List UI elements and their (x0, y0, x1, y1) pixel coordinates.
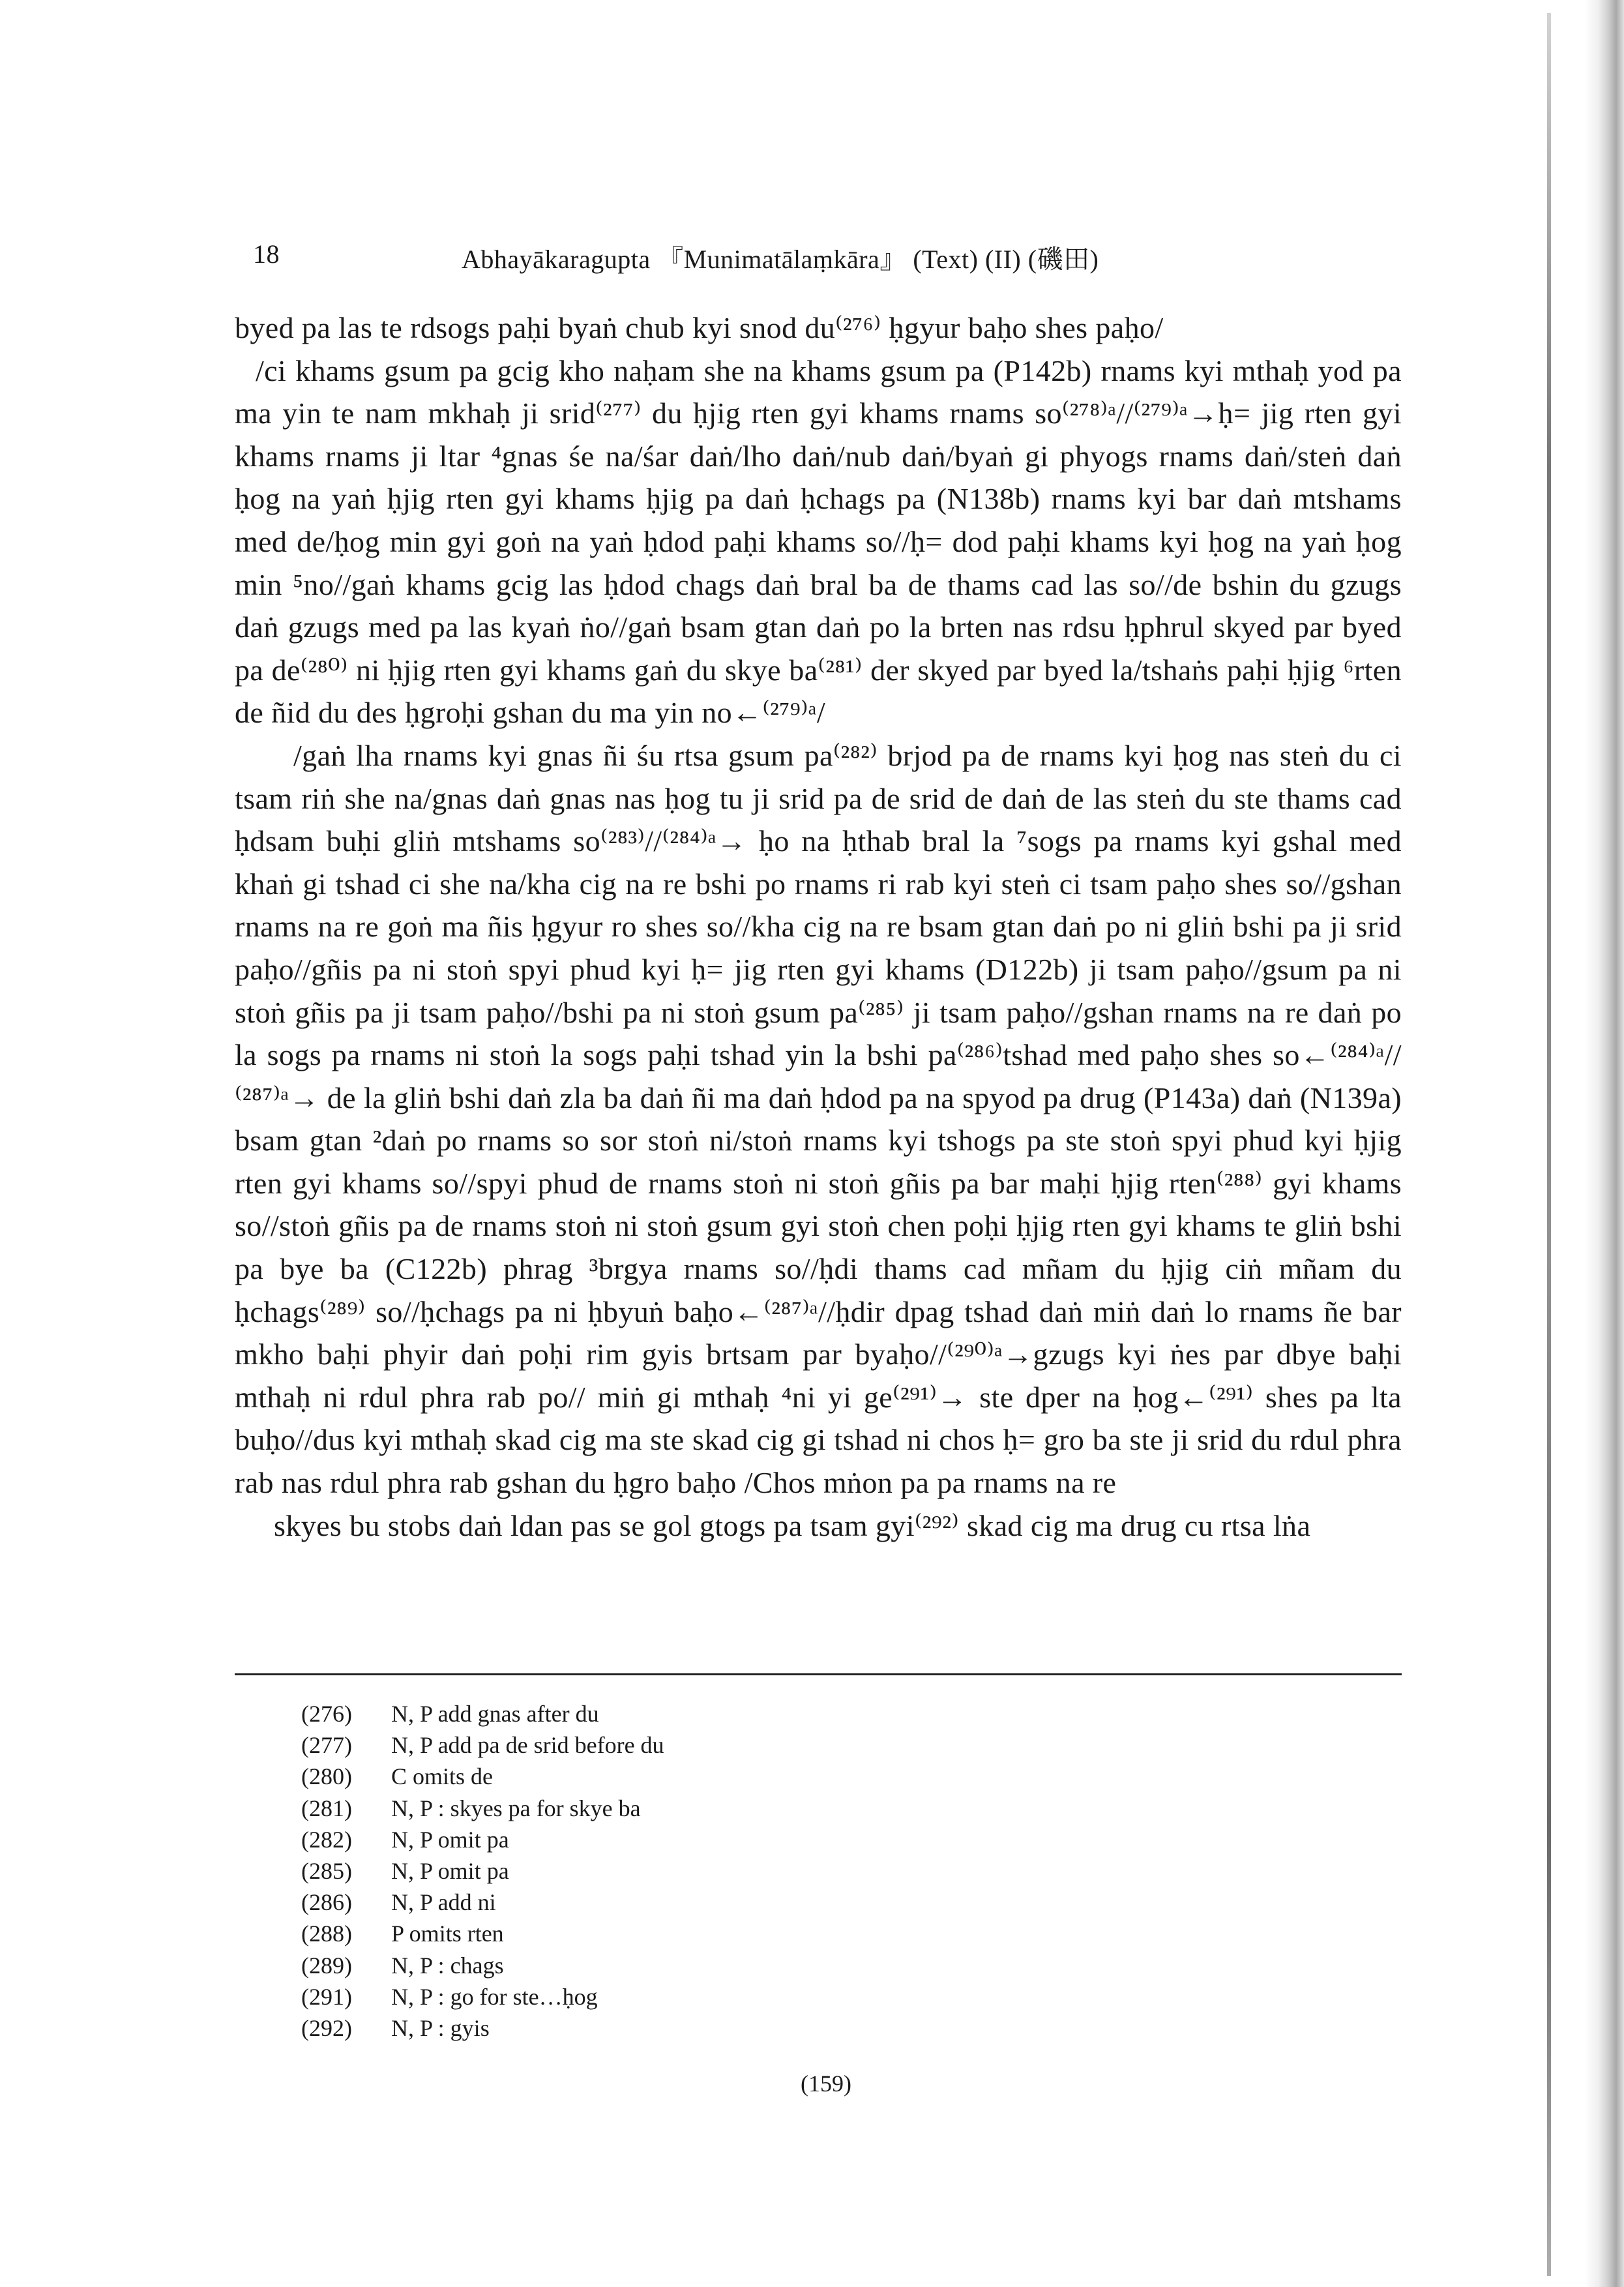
footnote-number: (292) (301, 2015, 352, 2042)
footnote-number: (288) (301, 1921, 352, 1947)
footnote-text: N, P add ni (391, 1889, 496, 1916)
paragraph-2: /ci khams gsum pa gcig kho naḥam she na khams gsum pa (P142b) rnams kyi mthaḥ yod pa ma yin te nam mkhaḥ ji srid⁽²⁷⁷⁾ du ḥjig rten gyi khams rnams so⁽²⁷⁸⁾ᵃ//⁽²⁷⁹⁾ᵃ→ḥ= jig rten gyi khams rnams ji ltar ⁴gnas śe na/śar daṅ/lho daṅ/nub daṅ/byaṅ gi phyogs rnams daṅ/steṅ daṅ ḥog na yaṅ ḥjig rten gyi khams ḥjig pa daṅ ḥchags pa (N138b) rnams kyi bar daṅ mtshams med de/ḥog min gyi goṅ na yaṅ ḥdod paḥi khams so//ḥ= dod paḥi khams kyi ḥog na yaṅ ḥog min ⁵no//gaṅ khams gcig las ḥdod chags daṅ bral ba de thams cad las so//de bshin du gzugs daṅ gzugs med pa las kyaṅ ṅo//gaṅ bsam gtan daṅ po la brten nas rdsu ḥphrul skyed par byed pa de⁽²⁸⁰⁾ ni ḥjig rten gyi khams gaṅ du skye ba⁽²⁸¹⁾ der skyed par byed la/tshaṅs paḥi ḥjig ⁶rten de ñid du des ḥgroḥi gshan du ma yin no←⁽²⁷⁹⁾ᵃ/ (235, 353, 1402, 730)
footnote (301, 1981, 664, 2012)
footnote-text: N, P : skyes pa for skye ba (391, 1795, 641, 1821)
footnote-text: C omits de (391, 1763, 494, 1790)
footnote-number: (276) (301, 1701, 352, 1727)
scan-shadow-line (1547, 13, 1551, 2276)
footnote-number: (285) (301, 1858, 352, 1885)
footnote-number: (277) (301, 1732, 352, 1759)
paragraph-4: skyes bu stobs daṅ ldan pas se gol gtogs pa tsam gyi⁽²⁹²⁾ skad cig ma drug cu rtsa lṅa (274, 1508, 1311, 1542)
footnote (301, 1698, 664, 1729)
footnote (301, 2012, 664, 2044)
footnote-text: N, P : chags (391, 1952, 504, 1979)
footnote-number: (289) (301, 1952, 352, 1979)
footnotes (301, 1698, 664, 2044)
footnote-text: N, P omit pa (391, 1858, 509, 1885)
scan-edge (1585, 0, 1624, 2287)
footnote-text: N, P omit pa (391, 1826, 509, 1853)
paragraph-1: byed pa las te rdsogs paḥi byaṅ chub kyi snod du⁽²⁷⁶⁾ ḥgyur baḥo shes paḥo/ (235, 311, 1164, 344)
page-number: 18 (253, 239, 280, 269)
footnote (301, 1793, 664, 1824)
footnote-number: (281) (301, 1795, 352, 1821)
footnote (301, 1855, 664, 1887)
footnote-number: (280) (301, 1763, 352, 1790)
footnote (301, 1729, 664, 1761)
running-title: Abhayākaragupta 『Munimatālaṃkāra』 (Text) (II) (磯田) (462, 245, 1099, 274)
footnote-number: (286) (301, 1889, 352, 1916)
footnote-text: N, P : gyis (391, 2015, 490, 2042)
footnote-text: N, P add gnas after du (391, 1701, 599, 1727)
footnote-number: (282) (301, 1826, 352, 1853)
footnote (301, 1950, 664, 1981)
footnote (301, 1761, 664, 1792)
footnote-text: N, P : go for ste…ḥog (391, 1983, 598, 2010)
footnote-rule (235, 1673, 1402, 1675)
footnote (301, 1918, 664, 1949)
paragraph-3: /gaṅ lha rnams kyi gnas ñi śu rtsa gsum pa⁽²⁸²⁾ brjod pa de rnams kyi ḥog nas steṅ du ci tsam riṅ she na/gnas daṅ gnas nas ḥog tu ji srid pa de srid de daṅ de las steṅ du ste thams cad ḥdsam buḥi gliṅ mtshams so⁽²⁸³⁾//⁽²⁸⁴⁾ᵃ→ ḥo na ḥthab bral la ⁷sogs pa rnams kyi gshal med khaṅ gi tshad ci she na/kha cig na re bshi po rnams ri rab kyi steṅ ci tsam paḥo shes so//gshan rnams na re goṅ ma ñis ḥgyur ro shes so//kha cig na re bsam gtan daṅ po ni gliṅ bshi pa ji srid paḥo//gñis pa ni stoṅ spyi phud kyi ḥ= jig rten gyi khams (D122b) ji tsam paḥo//gsum pa ni stoṅ gñis pa ji tsam paḥo//bshi pa ni stoṅ gsum pa⁽²⁸⁵⁾ ji tsam paḥo//gshan rnams na re daṅ po la sogs pa rnams ni stoṅ la sogs paḥi tshad yin la bshi pa⁽²⁸⁶⁾tshad med paḥo shes so←⁽²⁸⁴⁾ᵃ//⁽²⁸⁷⁾ᵃ→ de la gliṅ bshi daṅ zla ba daṅ ñi ma daṅ ḥdod pa na spyod pa drug (P143a) daṅ (N139a) bsam gtan ²daṅ po rnams so sor stoṅ ni/stoṅ rnams kyi tshogs pa ste stoṅ spyi phud kyi ḥjig rten gyi khams so//spyi phud de rnams stoṅ ni stoṅ gñis pa bar maḥi ḥjig rten⁽²⁸⁸⁾ gyi khams so//stoṅ gñis pa de rnams stoṅ ni stoṅ gsum gyi stoṅ chen poḥi ḥjig rten gyi khams te gliṅ bshi pa bye ba (C122b) phrag ³brgya rnams so//ḥdi thams cad mñam du ḥjig ciṅ mñam du ḥchags⁽²⁸⁹⁾ so//ḥchags pa ni ḥbyuṅ baḥo←⁽²⁸⁷⁾ᵃ//ḥdir dpag tshad daṅ miṅ daṅ lo rnams ñe bar mkho baḥi phyir daṅ poḥi rim gyis brtsam par byaḥo//⁽²⁹⁰⁾ᵃ→gzugs kyi ṅes par dbye baḥi mthaḥ ni rdul phra rab po// miṅ gi mthaḥ ⁴ni yi ge⁽²⁹¹⁾→ ste dper na ḥog←⁽²⁹¹⁾ shes pa lta buḥo//dus kyi mthaḥ skad cig ma ste skad cig gi tshad ni chos ḥ= gro ba ste ji srid du rdul phra rab nas rdul phra rab gshan du ḥgro baḥo /Chos mṅon pa pa rnams na re (235, 738, 1402, 1500)
footnote-text: P omits rten (391, 1921, 504, 1947)
footnote-number: (291) (301, 1983, 352, 2010)
footnote (301, 1824, 664, 1855)
footer-page-number: (159) (801, 2070, 851, 2097)
footnote (301, 1887, 664, 1918)
footnote-text: N, P add pa de srid before du (391, 1732, 664, 1759)
main-text (235, 306, 1402, 1547)
